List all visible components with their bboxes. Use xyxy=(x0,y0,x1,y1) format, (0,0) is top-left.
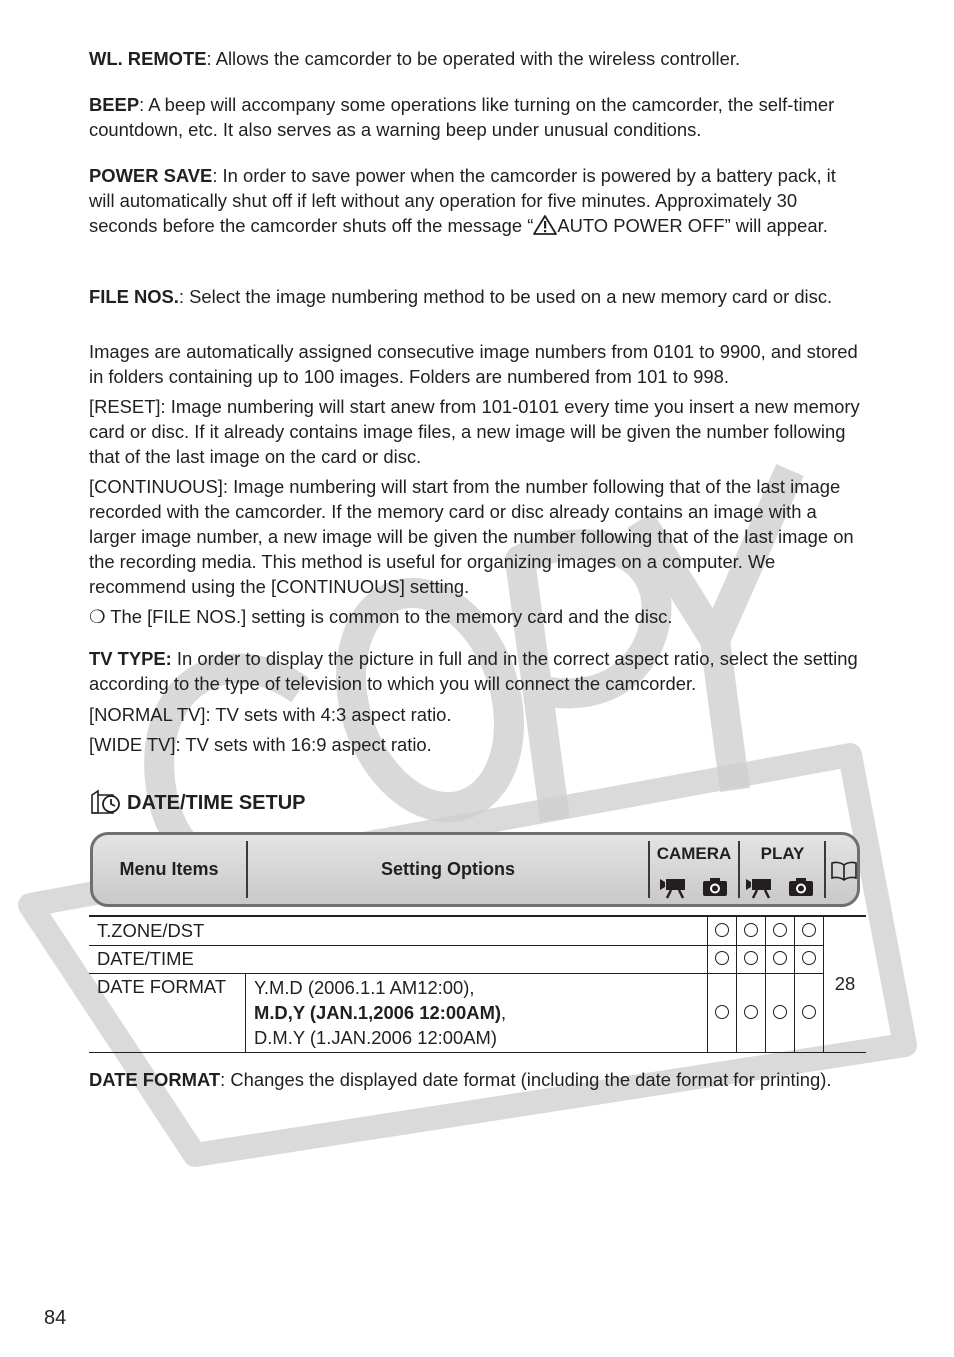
date-format-text: : Changes the displayed date format (including the date format for printing). xyxy=(220,1069,832,1090)
available-mark xyxy=(802,923,816,937)
reference-page: 28 xyxy=(824,916,867,1052)
available-mark xyxy=(802,1005,816,1019)
menu-items-header: Menu Items xyxy=(119,859,219,879)
table-row xyxy=(89,916,866,945)
date-format-term: DATE FORMAT xyxy=(89,1069,221,1090)
option-mdy-default: M.D,Y (JAN.1,2006 12:00AM) xyxy=(254,1002,502,1023)
still-camera-icon xyxy=(702,877,728,897)
file-nos-reset-paragraph: [RESET]: Image numbering will start anew from 101-0101 every time you insert a new memory card or disc. If it already contains image files, a new image will be given the number following that of the last image on the card or disc. xyxy=(89,396,860,467)
play-header: PLAY xyxy=(760,844,805,863)
available-mark xyxy=(715,1005,729,1019)
available-mark xyxy=(773,951,787,965)
available-mark xyxy=(773,1005,787,1019)
menu-item-tzone-dst: T.ZONE/DST xyxy=(89,916,708,945)
settings-table xyxy=(89,915,866,1053)
power-save-paragraph xyxy=(89,163,864,238)
option-dmy: D.M.Y xyxy=(254,1027,305,1048)
file-nos-note-text: The [FILE NOS.] setting is common to the memory card and the disc. xyxy=(105,606,673,627)
beep-text: : A beep will accompany some operations like turning on the camcorder, the self-timer countdown, etc. It also serves as a warning beep under unusual conditions. xyxy=(89,94,835,140)
setting-options-header: Setting Options xyxy=(381,859,515,879)
camera-header: CAMERA xyxy=(656,844,732,863)
date-format-options: Y.M.D (2006.1.1 AM12:00), M.D,Y (JAN.1,2006 12:00AM), D.M.Y (1.JAN.2006 12:00AM) xyxy=(246,973,708,1052)
file-nos-paragraph xyxy=(89,284,864,309)
beep-paragraph xyxy=(89,92,864,142)
bullet-icon: ❍ xyxy=(89,606,106,627)
warning-icon xyxy=(533,215,557,235)
power-save-text: : In order to save power when the camcorder is powered by a battery pack, it will automatically shut off if left without any operation for five minutes. Approximately 30 seconds before the camcorder shuts off the message “ xyxy=(89,165,836,236)
file-nos-note xyxy=(89,604,864,629)
table-row xyxy=(89,973,866,1052)
power-save-term: POWER SAVE xyxy=(89,165,213,186)
tv-type-text: In order to display the picture in full and in the correct aspect ratio, select the setting according to the type of television to which you will connect the camcorder. xyxy=(89,648,858,694)
beep-term: BEEP xyxy=(89,94,140,115)
available-mark xyxy=(773,923,787,937)
available-mark xyxy=(744,951,758,965)
available-mark xyxy=(715,923,729,937)
file-nos-term: FILE NOS. xyxy=(89,286,179,307)
tv-type-paragraph xyxy=(89,646,864,696)
menu-item-date-format: DATE FORMAT xyxy=(89,973,246,1052)
available-mark xyxy=(744,923,758,937)
power-save-text-end: AUTO POWER OFF” will appear. xyxy=(557,215,828,236)
file-nos-text: : Select the image numbering method to be used on a new memory card or disc. xyxy=(178,286,833,307)
menu-clock-icon xyxy=(89,789,123,817)
section-title: DATE/TIME SETUP xyxy=(127,791,306,814)
section-heading xyxy=(89,787,306,819)
tv-type-term: TV TYPE: xyxy=(89,648,172,669)
movie-camera-icon xyxy=(659,875,689,899)
still-camera-icon xyxy=(788,877,814,897)
date-format-paragraph xyxy=(89,1067,864,1092)
page-number: 84 xyxy=(44,1307,67,1329)
menu-item-date-time: DATE/TIME xyxy=(89,945,708,973)
book-icon xyxy=(830,861,858,881)
wl-remote-paragraph xyxy=(89,46,864,71)
wl-remote-term: WL. REMOTE xyxy=(89,48,207,69)
option-ymd: Y.M.D xyxy=(254,977,303,998)
wl-remote-text: : Allows the camcorder to be operated with the wireless controller. xyxy=(206,48,741,69)
movie-camera-icon xyxy=(745,875,775,899)
file-nos-numbering-paragraph: Images are automatically assigned consecutive image numbers from 0101 to 9900, and stored in folders containing up to 100 images. Folders are numbered from 101 to 998. xyxy=(89,341,858,387)
available-mark xyxy=(744,1005,758,1019)
available-mark xyxy=(715,951,729,965)
table-row xyxy=(89,945,866,973)
file-nos-continuous-paragraph: [CONTINUOUS]: Image numbering will start from the number following that of the last image recorded with the camcorder. If the memory card or disc already contains an image with a larger image number, a new image will be given the number following that of the last image on the recording media. This method is useful for organizing images on a computer. We recommend using the [CONTINUOUS] setting. xyxy=(89,476,854,597)
table-header xyxy=(90,832,860,907)
wide-tv-paragraph: [WIDE TV]: TV sets with 16:9 aspect ratio. xyxy=(89,734,432,755)
available-mark xyxy=(802,951,816,965)
normal-tv-paragraph: [NORMAL TV]: TV sets with 4:3 aspect ratio. xyxy=(89,704,452,725)
